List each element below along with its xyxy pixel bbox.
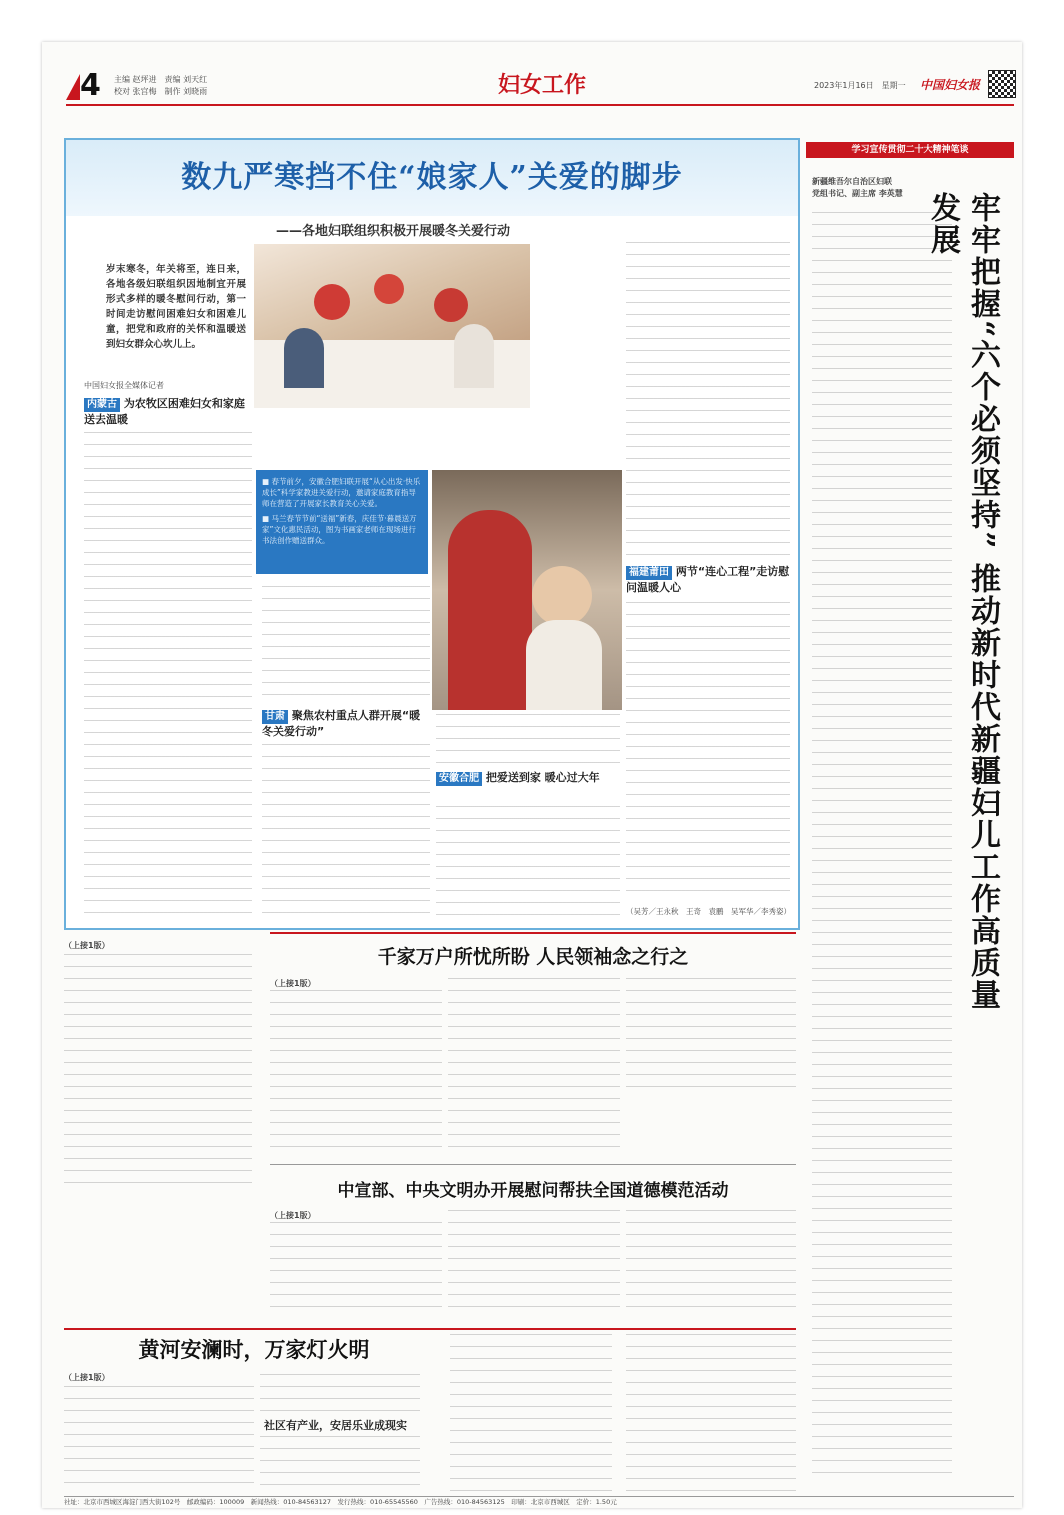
checkers-line: 校对 张宫梅 制作 刘晓雨 — [114, 87, 208, 96]
photo-caption-panel — [256, 470, 428, 574]
section-head-gansu: 甘肃 聚焦农村重点人群开展“暖冬关爱行动” — [262, 709, 421, 738]
body-text-column — [84, 432, 252, 916]
lead-article-box — [64, 138, 800, 930]
body-text-column — [626, 242, 790, 558]
section-head-inner-mongolia: 内蒙古 为农牧区困难妇女和家庭送去温暖 — [84, 397, 245, 426]
column-vertical-title: 牢牢把握“六个必须坚持” 推动新时代新疆妇儿工作高质量发展 — [925, 192, 1000, 1011]
column-label: 学习宣传贯彻二十大精神笔谈 — [851, 145, 969, 155]
article-4-text — [260, 1374, 420, 1414]
left-column-text — [64, 954, 252, 1192]
article-4-text — [260, 1436, 420, 1494]
article-4-headline: 黄河安澜时，万家灯火明 — [138, 1337, 370, 1362]
article-2-text — [270, 990, 442, 1150]
red-triangle-icon — [66, 74, 80, 100]
section-head-putian: 福建莆田 两节“连心工程”走访慰问温暖人心 — [626, 565, 790, 594]
classroom-photo — [254, 244, 530, 408]
article-3-text — [448, 1210, 620, 1318]
article-2-dateline: （上接1版） — [270, 979, 316, 988]
article-4-dateline: （上接1版） — [64, 1373, 110, 1382]
body-text-column — [436, 714, 620, 766]
lead-headline: 数九严寒挡不住“娘家人”关爱的脚步 — [181, 160, 683, 195]
paper-logo: 中国妇女报 — [920, 78, 981, 92]
page-number-badge — [66, 68, 102, 103]
article-2-text — [626, 978, 796, 1098]
article-4-subhead: 社区有产业，安居乐业成现实 — [264, 1419, 407, 1432]
article-3-text — [626, 1210, 796, 1318]
lead-byline: 中国妇女报全媒体记者 — [84, 381, 164, 390]
article-3-dateline: （上接1版） — [270, 1211, 316, 1220]
photo-caption-1: ■ 春节前夕，安徽合肥妇联开展“从心出发·快乐成长”科学家教进关爱行动，邀请家庭教育指导师在营造了开展家长教育关心关爱。 — [262, 477, 421, 508]
column-author-name: 党组书记、副主席 李英慧 — [812, 189, 903, 198]
footer-imprint: 社址：北京市西城区海淀门西大街102号 邮政编码：100009 新闻热线：010-84563127 发行热线：010-65545560 广告热线：010-84563125 印刷：北京市西城区 定价：1.50元 — [64, 1498, 617, 1506]
newspaper-page — [42, 42, 1022, 1508]
child-visit-photo — [432, 470, 622, 710]
region-tag: 内蒙古 — [84, 398, 120, 412]
body-text-column — [626, 602, 790, 902]
region-tag: 甘肃 — [262, 710, 288, 724]
photo-caption-2: ■ 马兰春节节前“送福”新春，庆佳节·暮晨送万家”文化惠民活动，图为书画家老师在现场进行书法创作赠送群众。 — [262, 514, 417, 545]
lead-intro: 岁末寒冬，年关将至，连日来，各地各级妇联组织因地制宜开展形式多样的暖冬慰问行动，第一时间走访慰问困难妇女和困难儿童，把党和政府的关怀和温暖送到妇女群众心坎儿上。 — [106, 264, 246, 350]
section-head-hefei: 安徽合肥 把爱送到家 暖心过大年 — [436, 770, 616, 786]
column-author-org: 新疆维吾尔自治区妇联 — [812, 177, 892, 186]
body-text-column — [262, 586, 430, 706]
article-4-text — [450, 1334, 612, 1494]
lead-credit: （吴芳／王永秋 王奇 袁鹏 吴军华／李秀姿） — [626, 907, 791, 916]
lead-subheadline: ——各地妇联组织积极开展暖冬关爱行动 — [276, 224, 511, 239]
issue-date: 2023年1月16日 星期一 — [814, 81, 906, 90]
page-number: 4 — [80, 68, 101, 103]
article-3-headline: 中宣部、中央文明办开展慰问帮扶全国道德模范活动 — [337, 1181, 729, 1201]
column-body-text — [812, 212, 952, 1482]
body-text-column — [436, 806, 620, 916]
article-4-text — [64, 1386, 254, 1494]
section-title: 妇女工作 — [498, 72, 587, 98]
region-tag: 福建莆田 — [626, 566, 672, 580]
editors-line: 主编 赵坪进 责编 刘天红 — [114, 75, 208, 84]
article-2-text — [448, 978, 620, 1150]
body-text-column — [262, 744, 430, 916]
region-tag: 安徽合肥 — [436, 772, 482, 786]
qr-code-icon — [988, 70, 1016, 98]
left-column-dateline: （上接1版） — [64, 941, 110, 950]
article-4-text — [626, 1334, 796, 1494]
article-2-headline: 千家万户所忧所盼 人民领袖念之行之 — [377, 946, 689, 968]
article-3-text — [270, 1222, 442, 1318]
masthead-rule — [66, 104, 1014, 106]
